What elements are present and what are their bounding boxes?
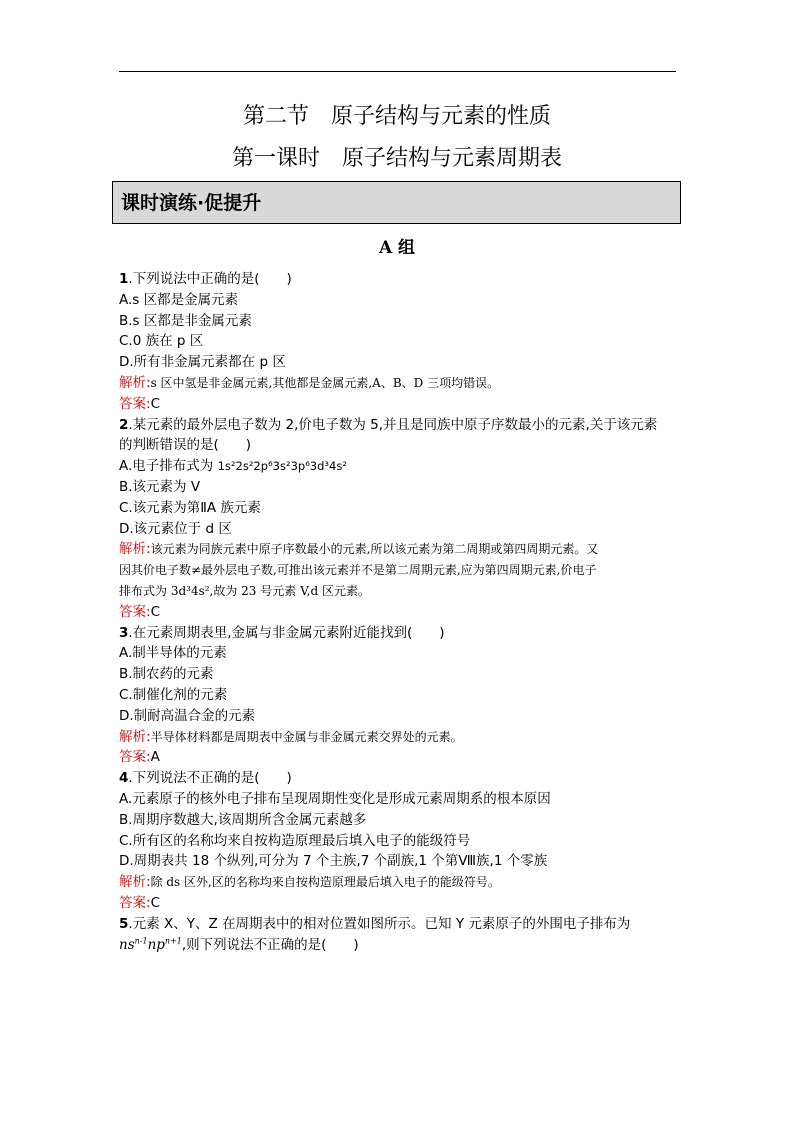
question-3-option-c: C.制催化剂的元素 xyxy=(119,686,228,703)
question-1-stem: 1.下列说法中正确的是( ) xyxy=(119,271,292,287)
question-2-stem-cont: 的判断错误的是( ) xyxy=(119,437,252,454)
question-2-answer: 答案:C xyxy=(119,603,160,620)
group-heading: A 组 xyxy=(378,238,416,258)
question-2-option-b: B.该元素为 V xyxy=(119,478,201,495)
question-2-solution: 解析:该元素为同族元素中原子序数最小的元素,所以该元素为第二周期或第四周期元素。又 xyxy=(119,541,599,558)
question-4-option-d: D.周期表共 18 个纵列,可分为 7 个主族,7 个副族,1 个第Ⅷ族,1 个零族 xyxy=(119,853,548,870)
question-3-stem: 3.在元素周期表里,金属与非金属元素附近能找到( ) xyxy=(119,624,445,641)
lesson-title: 第一课时 原子结构与元素周期表 xyxy=(231,146,562,171)
banner-label: 课时演练·促提升 xyxy=(121,192,262,214)
question-1-option-a: A.s 区都是金属元素 xyxy=(119,291,239,308)
question-2-option-a: A.电子排布式为 1s²2s²2p⁶3s²3p⁶3d³4s² xyxy=(119,458,347,475)
question-3-option-a: A.制半导体的元素 xyxy=(119,645,227,662)
header-rule xyxy=(119,71,676,72)
question-list xyxy=(119,269,679,955)
practice-banner xyxy=(112,181,681,224)
question-3-answer: 答案:A xyxy=(119,749,160,766)
question-3-solution: 解析:半导体材料都是周期表中金属与非金属元素交界处的元素。 xyxy=(119,728,463,745)
question-3-option-d: D.制耐高温合金的元素 xyxy=(119,707,256,724)
question-1-option-c: C.0 族在 p 区 xyxy=(119,333,204,350)
question-4-option-b: B.周期序数越大,该周期所含金属元素越多 xyxy=(119,811,367,828)
question-2-option-d: D.该元素位于 d 区 xyxy=(119,520,232,537)
question-1-option-b: B.s 区都是非金属元素 xyxy=(119,312,252,329)
question-4-option-c: C.所有区的名称均来自按构造原理最后填入电子的能级符号 xyxy=(119,832,471,849)
question-1-solution: 解析:s 区中氢是非金属元素,其他都是金属元素,A、B、D 三项均错误。 xyxy=(119,374,500,391)
question-5-stem: 5.元素 X、Y、Z 在周期表中的相对位置如图所示。已知 Y 元素原子的外围电子排布为 xyxy=(119,915,631,932)
question-2-stem: 2.某元素的最外层电子数为 2,价电子数为 5,并且是同族中原子序数最小的元素,关于该元素 xyxy=(119,416,658,433)
question-2-option-c: C.该元素为第ⅡA 族元素 xyxy=(119,499,261,516)
question-1-option-d: D.所有非金属元素都在 p 区 xyxy=(119,354,286,371)
question-5-stem-cont: $ns^{n-1}np^{n+1}$,则下列说法不正确的是( ) xyxy=(119,936,359,953)
question-4-answer: 答案:C xyxy=(119,894,160,911)
question-2-solution-cont: 因其价电子数≠最外层电子数,可推出该元素并不是第二周期元素,应为第四周期元素,价电子 xyxy=(119,563,597,578)
question-2-solution-end: 排布式为 3d³4s²,故为 23 号元素 V,d 区元素。 xyxy=(119,583,370,598)
question-4-stem: 4.下列说法不正确的是( ) xyxy=(119,770,292,787)
question-4-solution: 解析:除 ds 区外,区的名称均来自按构造原理最后填入电子的能级符号。 xyxy=(119,874,500,891)
section-title: 第二节 原子结构与元素的性质 xyxy=(242,104,551,129)
question-4-option-a: A.元素原子的核外电子排布呈现周期性变化是形成元素周期系的根本原因 xyxy=(119,790,551,807)
question-1-answer: 答案:C xyxy=(119,395,160,412)
question-3-option-b: B.制农药的元素 xyxy=(119,666,214,683)
